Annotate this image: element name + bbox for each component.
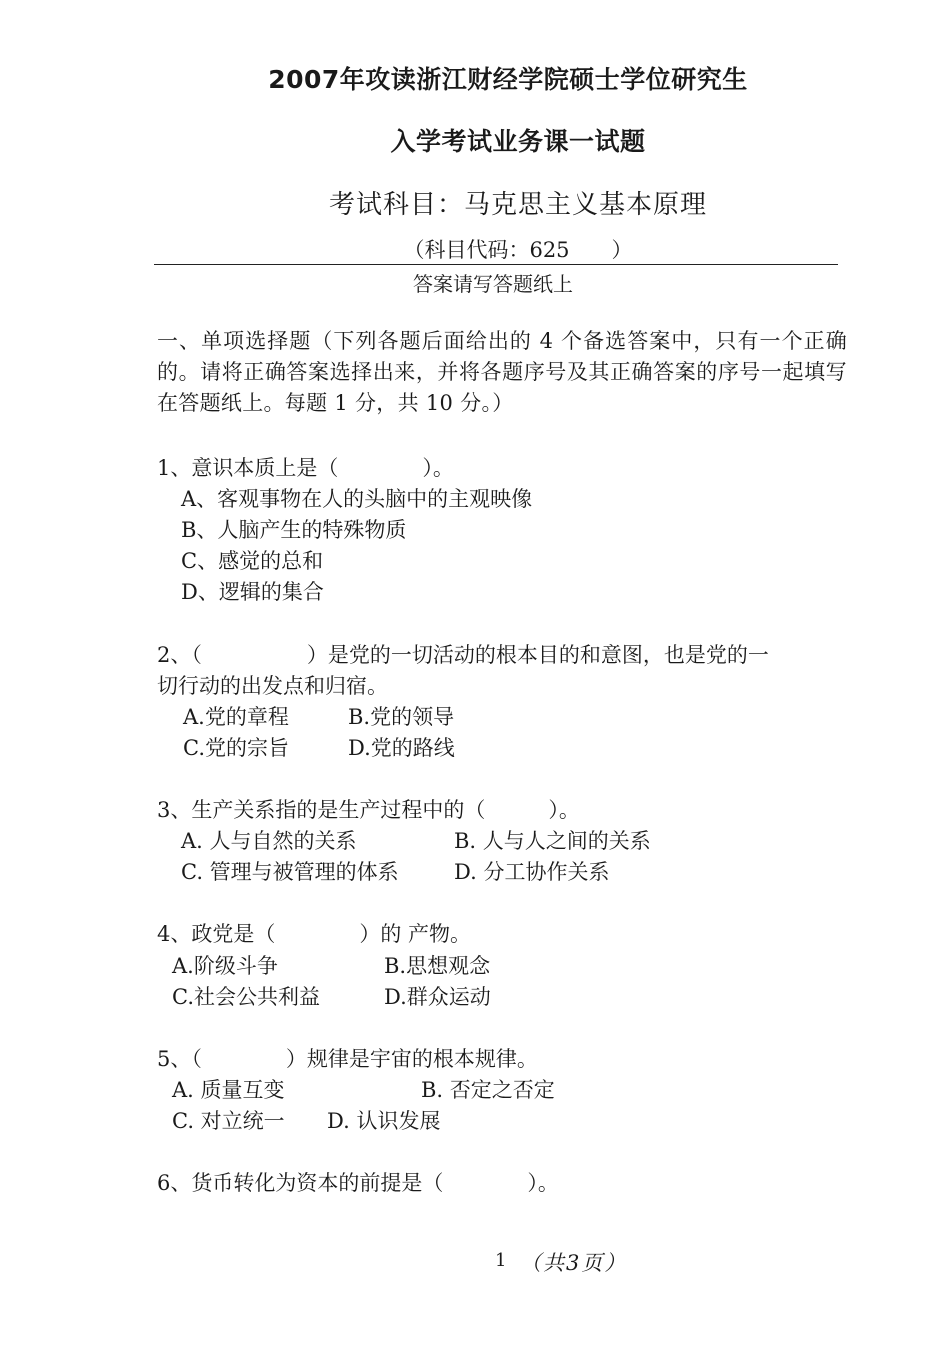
question-4-stem: 4、政党是（ ）的 产物。 <box>157 922 472 946</box>
question-2-stem-line1: 2、（ ）是党的一切活动的根本目的和意图，也是党的一 <box>157 643 769 667</box>
question-3-option-b: B. 人与人之间的关系 <box>454 829 651 853</box>
question-6-stem: 6、货币转化为资本的前提是（ ）。 <box>157 1171 559 1195</box>
exam-subject: 考试科目：马克思主义基本原理 <box>328 190 707 220</box>
question-4-option-d: D.群众运动 <box>384 985 491 1009</box>
question-2-stem-line2: 切行动的出发点和归宿。 <box>157 674 388 698</box>
answer-notice: 答案请写答题纸上 <box>413 272 573 296</box>
question-3-stem: 3、生产关系指的是生产过程中的（ ）。 <box>157 798 580 822</box>
question-1-stem: 1、意识本质上是（ ）。 <box>157 456 454 480</box>
exam-title-line2: 入学考试业务课一试题 <box>390 127 646 156</box>
question-3-option-a: A. 人与自然的关系 <box>181 829 357 853</box>
question-3-option-d: D. 分工协作关系 <box>454 860 610 884</box>
question-2-option-d: D.党的路线 <box>348 736 455 760</box>
exam-title-line1: 2007年攻读浙江财经学院硕士学位研究生 <box>268 65 748 94</box>
question-5-option-d: D. 认识发展 <box>327 1109 441 1133</box>
question-4-option-b: B.思想观念 <box>384 954 491 978</box>
section-instructions: 一、单项选择题（下列各题后面给出的 4 个备选答案中，只有一个正确的。请将正确答案选择出来，并将各题序号及其正确答案的序号一起填写在答题纸上。每题 1 分，共 10 分。） <box>157 329 847 415</box>
question-2-option-c: C.党的宗旨 <box>183 736 289 760</box>
question-5-option-a: A. 质量互变 <box>172 1078 285 1102</box>
handwritten-page-total: （共3页） <box>520 1251 628 1275</box>
question-1-option-d: D、逻辑的集合 <box>181 580 324 604</box>
question-2-option-a: A.党的章程 <box>183 705 289 729</box>
question-4-option-c: C.社会公共利益 <box>172 985 320 1009</box>
question-1-option-b: B、人脑产生的特殊物质 <box>181 518 407 542</box>
question-5-option-b: B. 否定之否定 <box>421 1078 555 1102</box>
question-4-option-a: A.阶级斗争 <box>172 954 278 978</box>
subject-code: （科目代码：625 ） <box>403 238 633 262</box>
header-divider <box>154 264 838 265</box>
question-5-option-c: C. 对立统一 <box>172 1109 285 1133</box>
page-number: 1 <box>495 1250 507 1271</box>
question-1-option-c: C、感觉的总和 <box>181 549 324 573</box>
question-2-option-b: B.党的领导 <box>348 705 455 729</box>
question-5-stem: 5、（ ）规律是宇宙的根本规律。 <box>157 1047 538 1071</box>
question-3-option-c: C. 管理与被管理的体系 <box>181 860 399 884</box>
question-1-option-a: A、客观事物在人的头脑中的主观映像 <box>181 487 533 511</box>
